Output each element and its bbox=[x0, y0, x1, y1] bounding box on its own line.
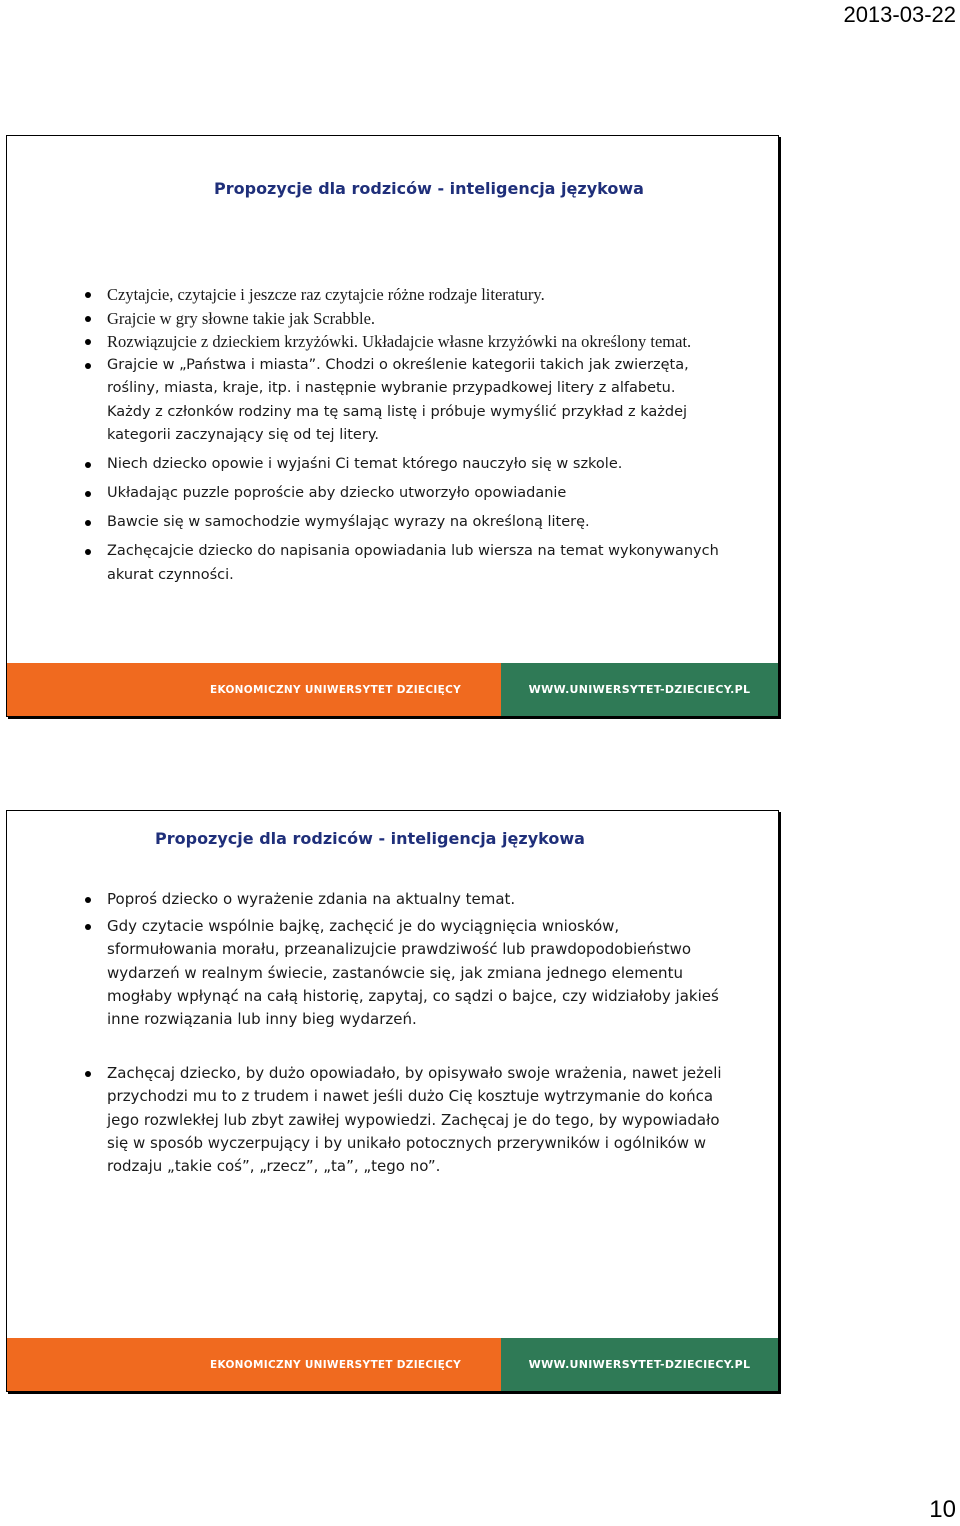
list-item bbox=[79, 283, 719, 307]
bullet-icon bbox=[85, 491, 91, 497]
bullet-icon bbox=[85, 520, 91, 526]
list-item bbox=[79, 453, 719, 477]
bullet-icon bbox=[85, 462, 91, 468]
list-item bbox=[79, 482, 719, 506]
list-item bbox=[79, 307, 719, 331]
list-item-text: Grajcie w „Państwa i miasta”. Chodzi o określenie kategorii takich jak zwierzęta, rośliny, miasta, kraje, itp. i następnie wybranie przypadkowej litery z alfabetu. Każdy z członków rodziny ma tę samą listę i próbuje wymyślić przykład z każdej kategorii zaczynający się od tej litery. bbox=[107, 356, 689, 443]
bullet-icon bbox=[85, 897, 91, 903]
footer-university-name: EKONOMICZNY UNIWERSYTET DZIECIĘCY bbox=[7, 663, 501, 716]
bullet-icon bbox=[85, 549, 91, 555]
page-date: 2013-03-22 bbox=[843, 2, 956, 27]
bullet-icon bbox=[85, 924, 91, 930]
bullet-icon bbox=[85, 292, 91, 298]
list-item bbox=[79, 511, 719, 535]
list-item-text: Bawcie się w samochodzie wymyślając wyrazy na określoną literę. bbox=[107, 514, 590, 530]
slide-title: Propozycje dla rodziców - inteligencja językowa bbox=[155, 829, 585, 848]
list-item bbox=[79, 915, 729, 1031]
slide-title: Propozycje dla rodziców - inteligencja językowa bbox=[214, 179, 644, 198]
list-item-text: Czytajcie, czytajcie i jeszcze raz czytajcie różne rodzaje literatury. bbox=[107, 285, 545, 304]
list-item-text: Układając puzzle poproście aby dziecko utworzyło opowiadanie bbox=[107, 485, 567, 501]
list-item-text: Zachęcaj dziecko, by dużo opowiadało, by opisywało swoje wrażenia, nawet jeżeli przychodzi mu to z trudem i nawet jeśli dużo Cię kosztuje wytrzymanie do końca jego rozwlekłej lub zbyt zawiłej wypowiedzi. Zachęcaj je do tego, by wypowiadało się w sposób wyczerpujący i by unikało potocznych przerywników i ogólników w rodzaju „takie coś”, „rzecz”, „ta”, „tego no”. bbox=[107, 1064, 722, 1176]
slide-footer bbox=[7, 663, 778, 716]
list-item-text: Grajcie w gry słowne takie jak Scrabble. bbox=[107, 308, 376, 328]
bullet-list bbox=[79, 888, 729, 1178]
list-item-text: Poproś dziecko o wyrażenie zdania na aktualny temat. bbox=[107, 890, 516, 908]
bullet-list bbox=[79, 283, 719, 587]
list-item bbox=[79, 540, 719, 587]
list-item bbox=[79, 1062, 729, 1178]
list-item bbox=[79, 888, 729, 911]
footer-university-name: EKONOMICZNY UNIWERSYTET DZIECIĘCY bbox=[7, 1338, 501, 1391]
bullet-icon bbox=[85, 339, 91, 345]
list-item bbox=[79, 330, 719, 354]
slide-1 bbox=[6, 135, 779, 717]
footer-website-url: WWW.UNIWERSYTET-DZIECIECY.PL bbox=[501, 663, 778, 716]
list-item-text: Niech dziecko opowie i wyjaśni Ci temat którego nauczyło się w szkole. bbox=[107, 456, 623, 472]
list-item-text: Rozwiązujcie z dzieckiem krzyżówki. Układajcie własne krzyżówki na określony temat. bbox=[107, 332, 692, 351]
bullet-icon bbox=[85, 1071, 91, 1077]
slide-footer bbox=[7, 1338, 778, 1391]
page-number: 10 bbox=[929, 1496, 956, 1523]
footer-website-url: WWW.UNIWERSYTET-DZIECIECY.PL bbox=[501, 1338, 778, 1391]
slide-2 bbox=[6, 810, 779, 1392]
list-item-text: Gdy czytacie wspólnie bajkę, zachęcić je do wyciągnięcia wniosków, sformułowania morału, przeanalizujcie prawdziwość lub prawdopodobieństwo wydarzeń w realnym świecie, zastanówcie się, jak zmiana jednego elementu mogłaby wpłynąć na całą historię, zapytaj, co sądzi o bajce, czy widziałoby jakieś inne rozwiązania lub inny bieg wydarzeń. bbox=[107, 917, 719, 1029]
bullet-icon bbox=[85, 363, 91, 369]
bullet-icon bbox=[85, 316, 91, 322]
list-item bbox=[79, 354, 719, 448]
list-item-text: Zachęcajcie dziecko do napisania opowiadania lub wiersza na temat wykonywanych akurat czynności. bbox=[107, 543, 719, 583]
